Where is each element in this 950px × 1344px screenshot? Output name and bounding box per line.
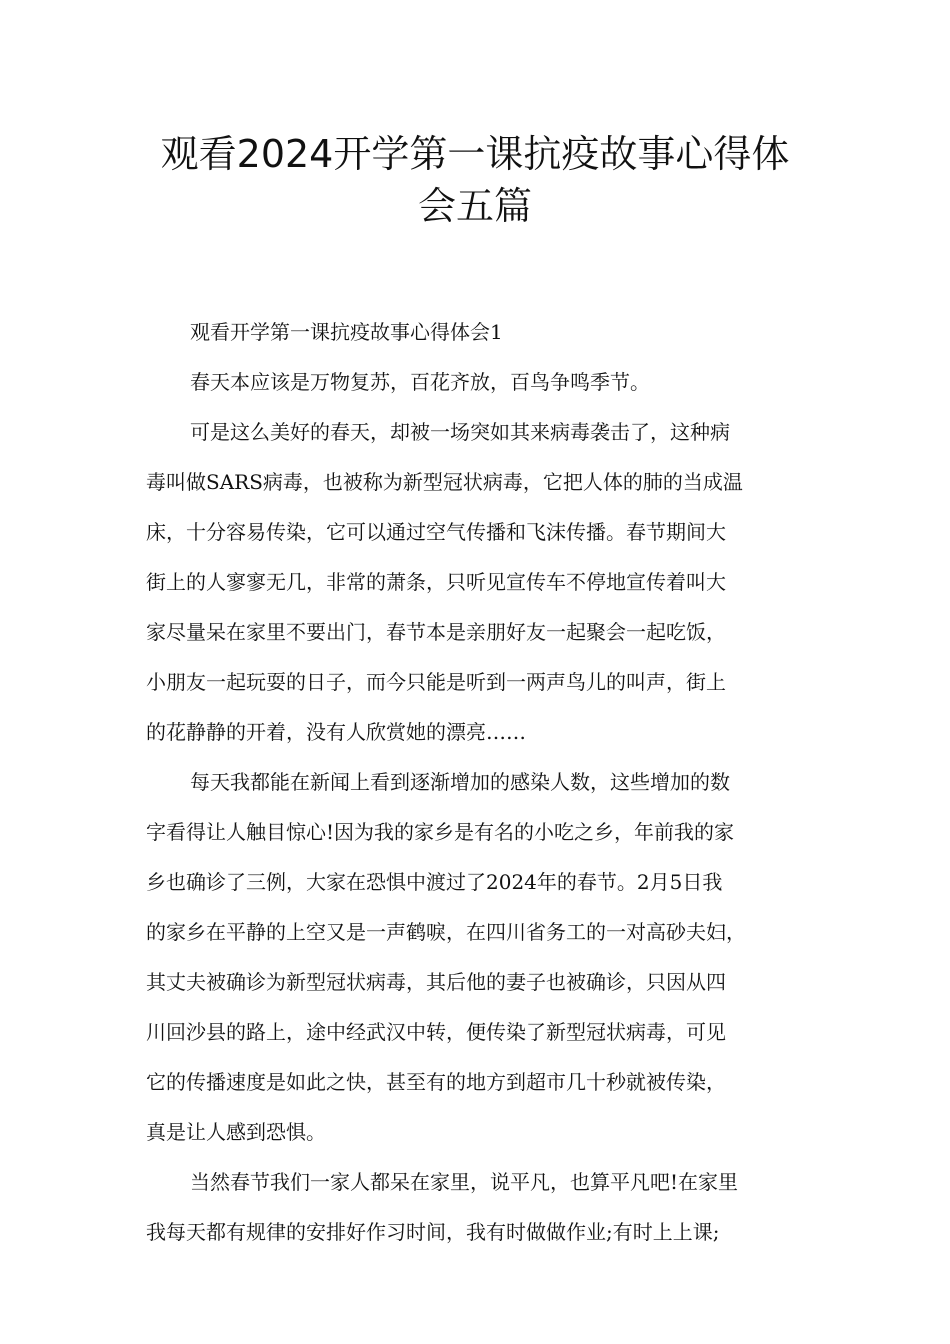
text-line: 其丈夫被确诊为新型冠状病毒，其后他的妻子也被确诊，只因从四 (146, 970, 726, 994)
document-title (100, 128, 850, 232)
text-line: 家尽量呆在家里不要出门，春节本是亲朋好友一起聚会一起吃饭， (146, 620, 726, 644)
text-line: 毒叫做SARS病毒，也被称为新型冠状病毒，它把人体的肺的当成温 (146, 470, 743, 494)
text-line: 字看得让人触目惊心!因为我的家乡是有名的小吃之乡，年前我的家 (146, 820, 735, 844)
text-line: 床，十分容易传染，它可以通过空气传播和飞沫传播。春节期间大 (146, 520, 726, 544)
document-body (146, 307, 814, 1257)
text-line: 川回沙县的路上，途中经武汉中转，便传染了新型冠状病毒，可见 (146, 1020, 726, 1044)
text-line: 乡也确诊了三例，大家在恐惧中渡过了2024年的春节。2月5日我 (146, 870, 723, 894)
text-line: 它的传播速度是如此之快，甚至有的地方到超市几十秒就被传染， (146, 1070, 726, 1094)
text-line: 我每天都有规律的安排好作习时间，我有时做做作业;有时上上课; (146, 1220, 720, 1244)
text-line: 春天本应该是万物复苏，百花齐放，百鸟争鸣季节。 (190, 370, 650, 394)
title-line-2: 会五篇 (417, 184, 532, 228)
text-line: 的花静静的开着，没有人欣赏她的漂亮…… (146, 720, 526, 744)
text-line: 街上的人寥寥无几，非常的萧条，只听见宣传车不停地宣传着叫大 (146, 570, 726, 594)
text-line: 可是这么美好的春天，却被一场突如其来病毒袭击了，这种病 (190, 420, 730, 444)
title-line-1: 观看2024开学第一课抗疫故事心得体 (160, 132, 790, 176)
text-line: 当然春节我们一家人都呆在家里，说平凡，也算平凡吧!在家里 (190, 1170, 739, 1194)
text-line: 观看开学第一课抗疫故事心得体会1 (190, 320, 503, 344)
text-line: 的家乡在平静的上空又是一声鹤唳，在四川省务工的一对高砂夫妇， (146, 920, 746, 944)
text-line: 真是让人感到恐惧。 (146, 1120, 326, 1144)
text-line: 小朋友一起玩耍的日子，而今只能是听到一两声鸟儿的叫声，街上 (146, 670, 726, 694)
text-line: 每天我都能在新闻上看到逐渐增加的感染人数，这些增加的数 (190, 770, 730, 794)
